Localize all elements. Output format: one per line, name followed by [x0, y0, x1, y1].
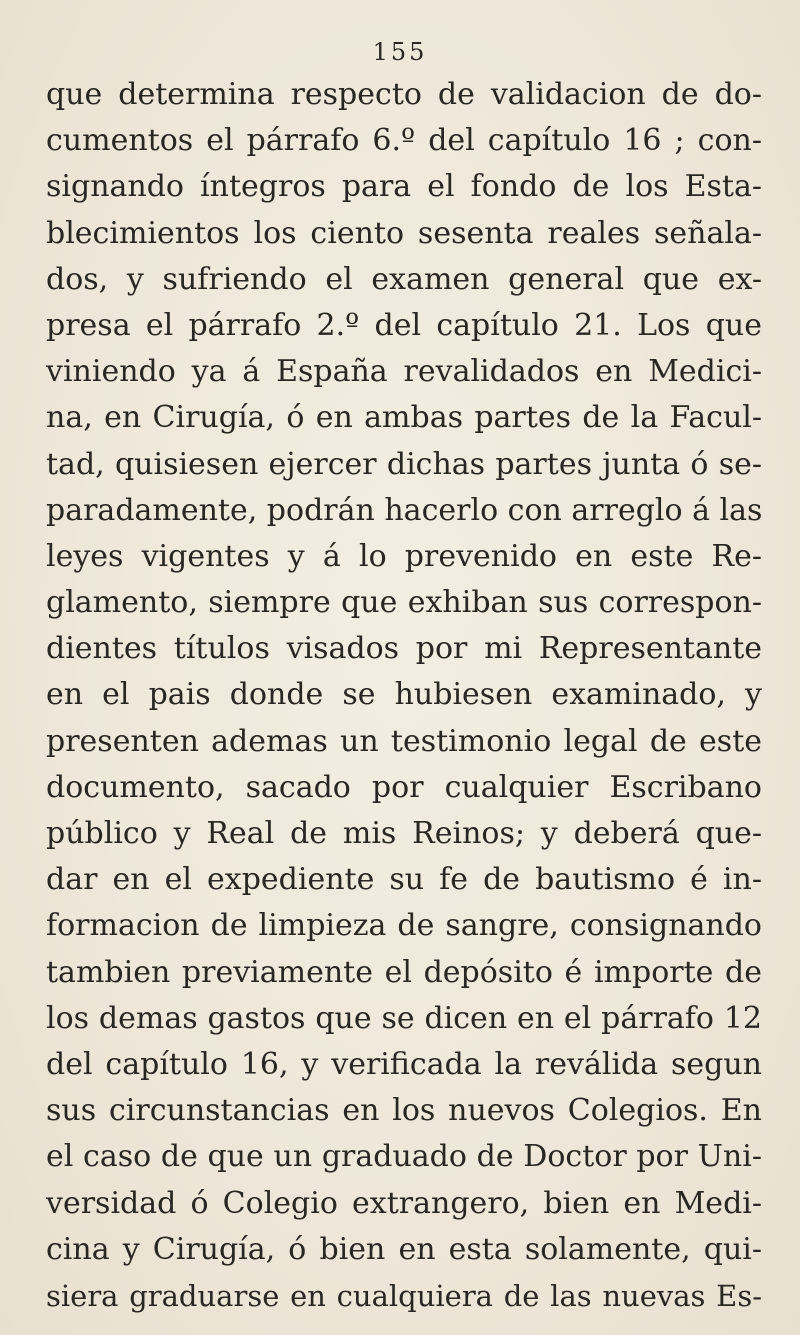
body-text — [46, 72, 762, 1319]
text-line: siera graduarse en cualquiera de las nuevas Es- — [46, 1278, 762, 1313]
text-line: los demas gastos que se dicen en el párrafo 12 — [46, 1000, 762, 1036]
text-line: documento, sacado por cualquier Escribano — [46, 769, 762, 805]
text-line: paradamente, podrán hacerlo con arreglo á las — [46, 492, 762, 528]
text-line: tad, quisiesen ejercer dichas partes junta ó se- — [46, 446, 762, 482]
text-line: na, en Cirugía, ó en ambas partes de la Facul- — [46, 400, 762, 436]
text-line: presenten ademas un testimonio legal de este — [46, 723, 762, 759]
page-number: 155 — [372, 38, 428, 66]
text-line: signando íntegros para el fondo de los Esta- — [46, 169, 762, 205]
text-line: el caso de que un graduado de Doctor por Uni- — [46, 1139, 762, 1175]
text-line: viniendo ya á España revalidados en Medici- — [46, 354, 762, 390]
text-line: cina y Cirugía, ó bien en esta solamente, qui- — [46, 1231, 762, 1267]
text-line: cumentos el párrafo 6.º del capítulo 16 ; con- — [46, 123, 762, 159]
text-line: dientes títulos visados por mi Representante — [46, 631, 762, 667]
text-line: leyes vigentes y á lo prevenido en este Re- — [46, 538, 762, 574]
text-line: glamento, siempre que exhiban sus correspon- — [46, 585, 762, 621]
text-line: versidad ó Colegio extrangero, bien en Medi- — [46, 1185, 762, 1221]
text-line: en el pais donde se hubiesen examinado, y — [46, 677, 762, 713]
text-line: público y Real de mis Reinos; y deberá que- — [46, 816, 762, 851]
text-line: sus circunstancias en los nuevos Colegios. En — [46, 1093, 762, 1129]
text-line: blecimientos los ciento sesenta reales señala- — [46, 215, 762, 251]
text-line: formacion de limpieza de sangre, consignando — [46, 908, 762, 944]
text-line: que determina respecto de validacion de do- — [46, 77, 762, 112]
text-line: dar en el expediente su fe de bautismo é in- — [46, 862, 762, 898]
text-line: tambien previamente el depósito é importe de — [46, 954, 762, 990]
text-line: dos, y sufriendo el examen general que ex- — [46, 261, 762, 297]
text-line: del capítulo 16, y verificada la reválida segun — [46, 1046, 762, 1082]
text-line: presa el párrafo 2.º del capítulo 21. Los que — [46, 307, 762, 343]
